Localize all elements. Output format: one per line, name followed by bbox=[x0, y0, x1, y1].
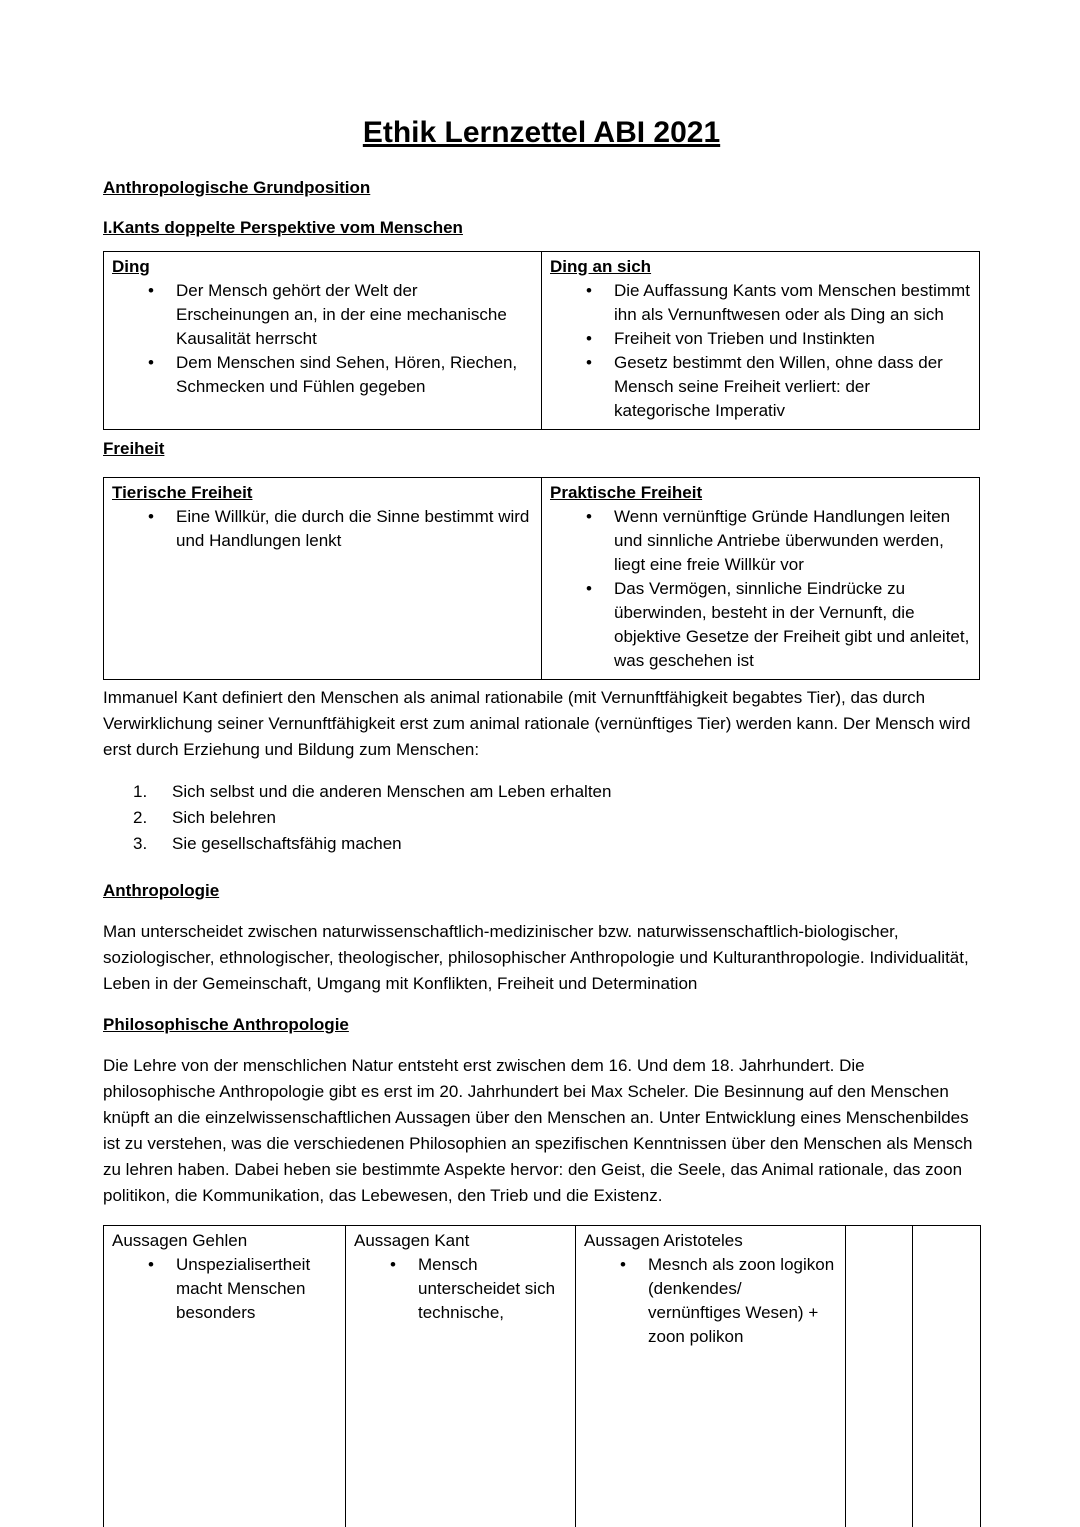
list-item-number: 3. bbox=[133, 834, 148, 853]
numbered-list-item bbox=[133, 805, 980, 831]
bullet-list-praktische-freiheit bbox=[550, 505, 971, 673]
bullet-list-aussagen-aristoteles bbox=[584, 1253, 837, 1349]
bullet-item: • Das Vermögen, sinnliche Eindrücke zu überwinden, besteht in der Vernunft, die objektive Gesetze der Freiheit gibt und anleitet, was geschehen ist bbox=[550, 577, 971, 673]
bullet-item: • Freiheit von Trieben und Instinkten bbox=[550, 327, 971, 351]
table-cell-empty-1 bbox=[846, 1226, 913, 1527]
document-title: Ethik Lernzettel ABI 2021 bbox=[362, 116, 721, 149]
bullet-item: • Dem Menschen sind Sehen, Hören, Riechen, Schmecken und Fühlen gegeben bbox=[112, 351, 533, 399]
numbered-list-item bbox=[133, 831, 980, 857]
table-freiheit bbox=[103, 477, 980, 680]
table-cell-ding-an-sich bbox=[542, 252, 980, 430]
cell-header-aussagen-gehlen: Aussagen Gehlen bbox=[112, 1231, 248, 1250]
heading-anthropologische-grundposition: Anthropologische Grundposition bbox=[103, 178, 371, 197]
bullet-item: • Gesetz bestimmt den Willen, ohne dass der Mensch seine Freiheit verliert: der kategorische Imperativ bbox=[550, 351, 971, 423]
cell-header-ding-an-sich: Ding an sich bbox=[550, 257, 652, 276]
table-cell-aussagen-gehlen bbox=[104, 1226, 346, 1527]
heading-freiheit: Freiheit bbox=[103, 439, 165, 458]
bullet-item: • Mesnch als zoon logikon (denkendes/ vernünftiges Wesen) + zoon polikon bbox=[584, 1253, 837, 1349]
bullet-list-ding-an-sich bbox=[550, 279, 971, 423]
list-item-text: Sich selbst und die anderen Menschen am Leben erhalten bbox=[172, 782, 612, 801]
table-cell-tierische-freiheit bbox=[104, 478, 542, 680]
table-aussagen bbox=[103, 1225, 981, 1527]
table-cell-aussagen-kant bbox=[346, 1226, 576, 1527]
table-cell-ding bbox=[104, 252, 542, 430]
cell-header-praktische-freiheit: Praktische Freiheit bbox=[550, 483, 703, 502]
bullet-item: • Mensch unterscheidet sich technische, bbox=[354, 1253, 567, 1325]
heading-anthropologie: Anthropologie bbox=[103, 881, 220, 900]
bullet-item: • Wenn vernünftige Gründe Handlungen leiten und sinnliche Antriebe überwunden werden, liegt eine freie Willkür vor bbox=[550, 505, 971, 577]
list-item-text: Sich belehren bbox=[172, 808, 276, 827]
bullet-list-aussagen-kant bbox=[354, 1253, 567, 1325]
bullet-item: • Unspezialisertheit macht Menschen besonders bbox=[112, 1253, 337, 1325]
cell-header-tierische-freiheit: Tierische Freiheit bbox=[112, 483, 253, 502]
heading-kants-doppelte-perspektive: I.Kants doppelte Perspektive vom Menschen bbox=[103, 218, 463, 237]
bullet-list-aussagen-gehlen bbox=[112, 1253, 337, 1325]
heading-philosophische-anthropologie: Philosophische Anthropologie bbox=[103, 1015, 349, 1034]
bullet-item: • Eine Willkür, die durch die Sinne bestimmt wird und Handlungen lenkt bbox=[112, 505, 533, 553]
list-item-text: Sie gesellschaftsfähig machen bbox=[172, 834, 402, 853]
table-cell-praktische-freiheit bbox=[542, 478, 980, 680]
bullet-item: • Die Auffassung Kants vom Menschen bestimmt ihn als Vernunftwesen oder als Ding an sich bbox=[550, 279, 971, 327]
bullet-item: • Der Mensch gehört der Welt der Erscheinungen an, in der eine mechanische Kausalität herrscht bbox=[112, 279, 533, 351]
table-cell-empty-2 bbox=[913, 1226, 981, 1527]
cell-header-aussagen-kant: Aussagen Kant bbox=[354, 1231, 470, 1250]
numbered-list bbox=[133, 779, 980, 857]
table-kant-perspektive bbox=[103, 251, 980, 430]
list-item-number: 2. bbox=[133, 808, 148, 827]
table-cell-aussagen-aristoteles bbox=[576, 1226, 846, 1527]
bullet-list-ding bbox=[112, 279, 533, 399]
list-item-number: 1. bbox=[133, 782, 148, 801]
paragraph-philosophische-anthropologie: Die Lehre von der menschlichen Natur entsteht erst zwischen dem 16. Und dem 18. Jahrhundert. Die philosophische Anthropologie gibt es erst im 20. Jahrhundert bei Max Scheler. Die Besinnung auf den Menschen knüpft an die einzelwissenschaftlichen Aussagen über den Menschen an. Unter Entwicklung eines Menschenbildes ist zu verstehen, was die verschiedenen Philosophien an spezifischen Kenntnissen über den Menschen als Mensch zu lehren haben. Dabei heben sie bestimmte Aspekte hervor: den Geist, die Seele, das Animal rationale, das zoon politikon, die Kommunikation, das Lebewesen, den Trieb und die Existenz. bbox=[103, 1056, 973, 1205]
paragraph-anthropologie: Man unterscheidet zwischen naturwissenschaftlich-medizinischer bzw. naturwissenschaftlich-biologischer, soziologischer, ethnologischer, theologischer, philosophischer Anthropologie und Kulturanthropologie. Individualität, Leben in der Gemeinschaft, Umgang mit Konflikten, Freiheit und Determination bbox=[103, 922, 969, 993]
bullet-list-tierische-freiheit bbox=[112, 505, 533, 553]
cell-header-aussagen-aristoteles: Aussagen Aristoteles bbox=[584, 1231, 743, 1250]
cell-header-ding: Ding bbox=[112, 257, 150, 276]
numbered-list-item bbox=[133, 779, 980, 805]
paragraph-kant-definition: Immanuel Kant definiert den Menschen als animal rationabile (mit Vernunftfähigkeit begabtes Tier), das durch Verwirklichung seiner Vernunftfähigkeit erst zum animal rationale (vernünftiges Tier) werden kann. Der Mensch wird erst durch Erziehung und Bildung zum Menschen: bbox=[103, 688, 971, 759]
